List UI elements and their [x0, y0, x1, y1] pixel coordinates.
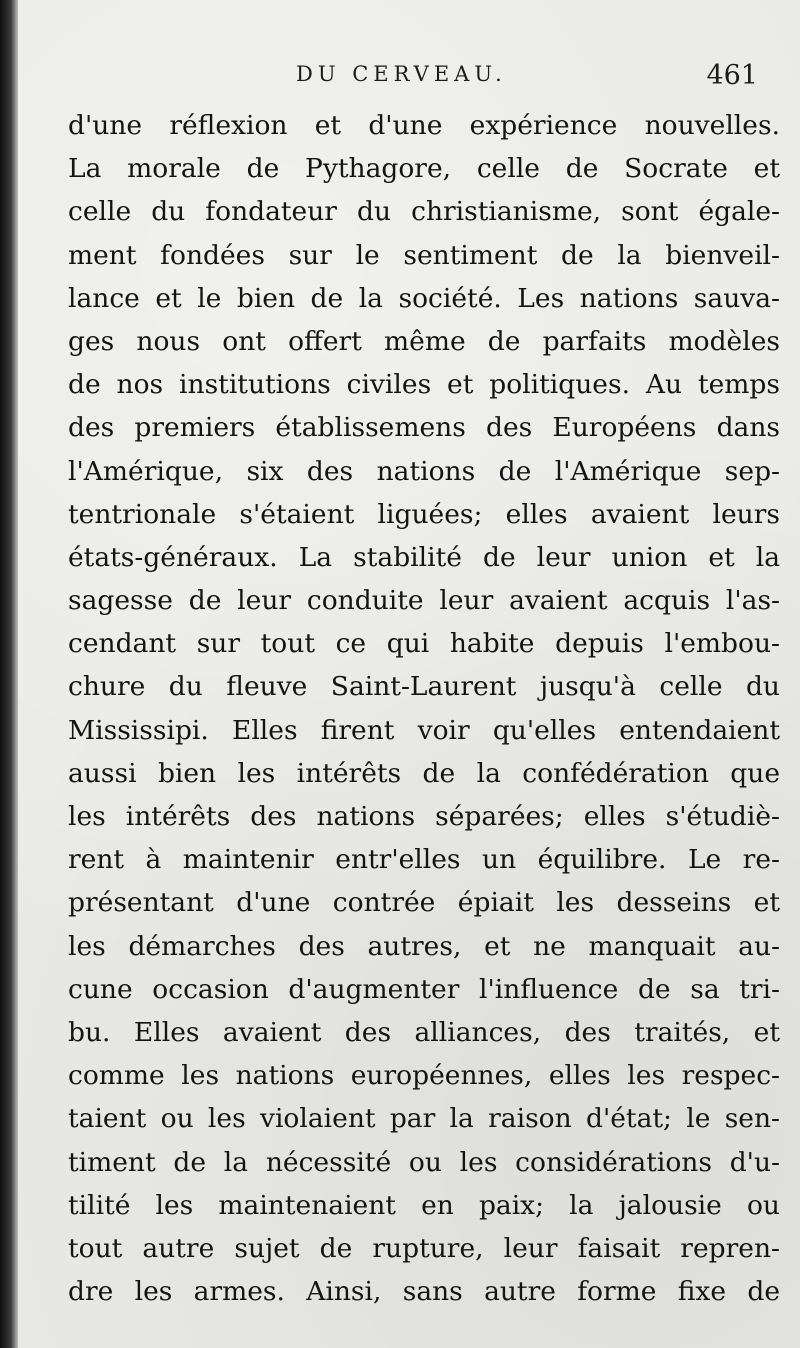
text-line: de nos institutions civiles et politiques. Au temps — [68, 369, 780, 401]
text-line: lance et le bien de la société. Les nations sauva- — [68, 282, 780, 314]
text-line: les intérêts des nations séparées; elles s'étudiè- — [68, 801, 780, 832]
text-line: cune occasion d'augmenter l'influence de sa tri- — [68, 973, 780, 1005]
text-line: Mississipi. Elles firent voir qu'elles entendaient — [68, 714, 780, 746]
text-line: des premiers établissemens des Européens dans — [68, 412, 780, 444]
text-line: comme les nations européennes, elles les respec- — [68, 1060, 780, 1092]
text-line: celle du fondateur du christianisme, sont égale- — [68, 196, 780, 228]
book-gutter-shadow — [0, 0, 18, 1348]
running-title: DU CERVEAU. — [296, 62, 507, 86]
text-line: chure du fleuve Saint-Laurent jusqu'à celle du — [68, 671, 780, 703]
text-line: cendant sur tout ce qui habite depuis l'embou- — [68, 628, 780, 660]
text-line: états-généraux. La stabilité de leur union et la — [68, 541, 780, 573]
text-line: rent à maintenir entr'elles un équilibre. Le re- — [68, 844, 780, 876]
text-line: taient ou les violaient par la raison d'état; le sen- — [68, 1103, 780, 1135]
text-line: d'une réflexion et d'une expérience nouvelles. — [68, 110, 780, 141]
text-line: aussi bien les intérêts de la confédération que — [68, 757, 780, 789]
body-text — [68, 104, 780, 1313]
text-line: les démarches des autres, et ne manquait au- — [68, 930, 780, 962]
text-line: ges nous ont offert même de parfaits modèles — [68, 325, 780, 357]
text-line: présentant d'une contrée épiait les desseins et — [68, 887, 780, 919]
text-line: bu. Elles avaient des alliances, des traités, et — [68, 1016, 780, 1048]
text-line: timent de la nécessité ou les considérations d'u- — [68, 1146, 780, 1178]
text-line: La morale de Pythagore, celle de Socrate et — [68, 153, 780, 185]
text-line: tentrionale s'étaient liguées; elles avaient leurs — [68, 498, 780, 530]
text-line: l'Amérique, six des nations de l'Amérique sep- — [68, 455, 780, 487]
text-line: tout autre sujet de rupture, leur faisait repren- — [68, 1232, 780, 1264]
text-line: ment fondées sur le sentiment de la bienveil- — [68, 239, 780, 271]
running-head — [18, 60, 800, 100]
text-line: dre les armes. Ainsi, sans autre forme fixe de — [68, 1276, 780, 1308]
text-line: tilité les maintenaient en paix; la jalousie ou — [68, 1189, 780, 1221]
book-page — [18, 0, 800, 1348]
text-line: sagesse de leur conduite leur avaient acquis l'as- — [68, 585, 780, 617]
page-number: 461 — [706, 60, 758, 91]
